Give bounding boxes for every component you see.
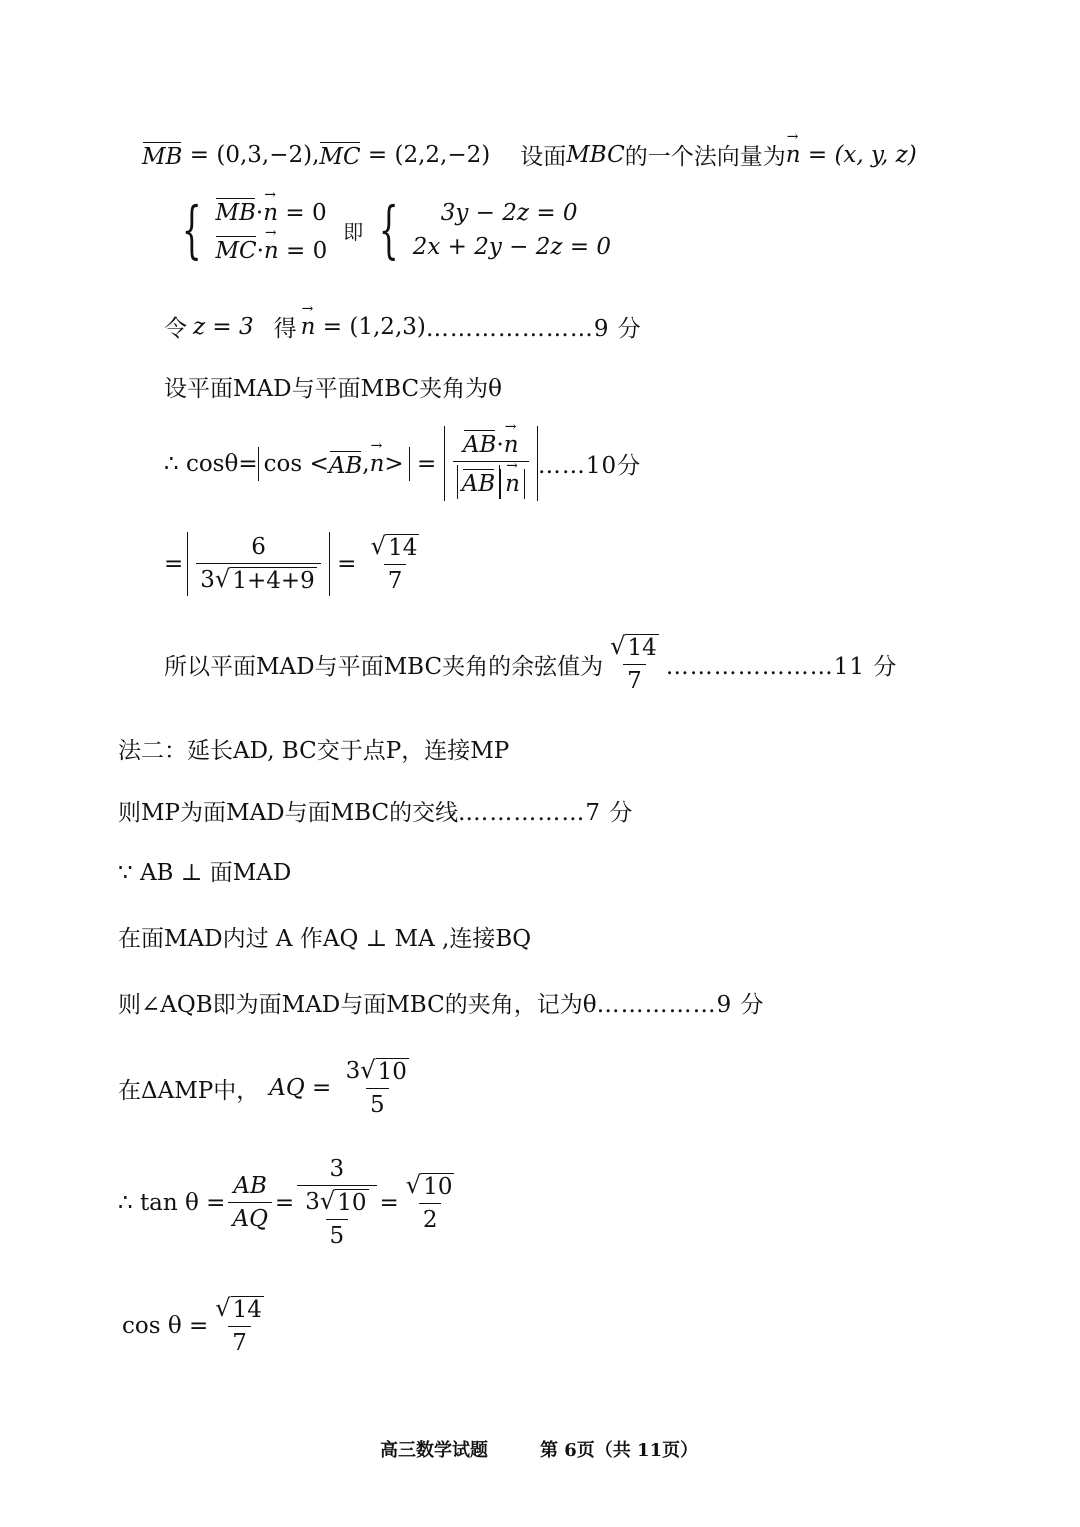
normal-xyz: (x, y, z) (834, 141, 917, 168)
method2-title: 法二：延长AD, BC交于点P，连接MP (118, 738, 510, 764)
ji-text: 即 (343, 219, 364, 244)
eq-row-1: 3y − 2z = 0 (440, 200, 578, 226)
method2-line2: 则MP为面MAD与面MBC的交线. ……………7 分 (118, 794, 633, 827)
vector-line: MB = (0,3,−2) , MC = (2,2,−2) 设面 MBC 的一个法向量为 → n = (x, y, z) (142, 138, 917, 171)
score-10: ……10分 (537, 453, 642, 479)
set-angle-text: 设平面MAD与平面MBC夹角为θ (164, 376, 502, 402)
plane-mbc: MBC (566, 141, 625, 168)
set-angle-line (164, 370, 502, 403)
footer-page: 第 6页（共 11页） (540, 1440, 699, 1461)
vector-mb: MB (142, 140, 182, 170)
method2-line4: 在面MAD内过 A 作AQ ⊥ MA ,连接BQ (118, 926, 532, 952)
conclusion-text: 所以平面MAD与平面MBC夹角的余弦值为 (164, 653, 604, 680)
cos-value: = 6 3 √ 1+4+9 = √ 14 7 (164, 532, 418, 594)
vector-mc: MC (319, 140, 360, 170)
cos-formula: ∴ cosθ= cos < AB , → n > = AB·→ n AB → n ……10分 (164, 426, 641, 501)
equation-system: { MB·→ n = 0 MC·→ n = 0 即 { 3y − 2z = 0 2x + 2y − 2z = 0 (172, 196, 611, 264)
vector-n: → n (786, 142, 801, 168)
vector-mb-value: (0,3,−2) (216, 141, 313, 168)
score-9a: …………………9 分 (425, 316, 642, 342)
n-value: (1,2,3) (349, 313, 426, 340)
let-z: z = 3 (193, 313, 254, 340)
score-9b: ……………9 分 (596, 992, 765, 1018)
vector-mc-value: (2,2,−2) (394, 141, 491, 168)
normal-text-2: 的一个法向量为 (624, 144, 786, 170)
let-z-line: 令 z = 3 得 → n = (1,2,3) …………………9 分 (164, 310, 642, 343)
method2-line5: 则∠AQB即为面MAD与面MBC的夹角，记为θ ……………9 分 (118, 986, 765, 1019)
score-11: …………………11 分 (665, 653, 898, 680)
footer-subject: 高三数学试题 (380, 1440, 488, 1461)
conclusion-line: 所以平面MAD与平面MBC夹角的余弦值为 √ 14 7 …………………11 分 (164, 632, 898, 694)
normal-text: 设面 (520, 144, 567, 170)
de-text: 得 (273, 316, 297, 342)
let-text: 令 (164, 316, 187, 342)
aq-line: 在ΔAMP中， AQ = 3 √ 10 5 (118, 1056, 407, 1118)
method2-line3: ∵ AB ⊥ 面MAD (118, 860, 292, 886)
eq-row-2: 2x + 2y − 2z = 0 (412, 234, 612, 260)
score-7: ……………7 分 (465, 800, 634, 826)
cos-final: cos θ = √ 14 7 (122, 1294, 262, 1356)
tan-line: ∴ tan θ = $\frac{AB}{AQ}$ = 3 3 √ 10 5 = √ 10 2 (118, 1156, 453, 1249)
frac-num: 6 (251, 534, 266, 560)
